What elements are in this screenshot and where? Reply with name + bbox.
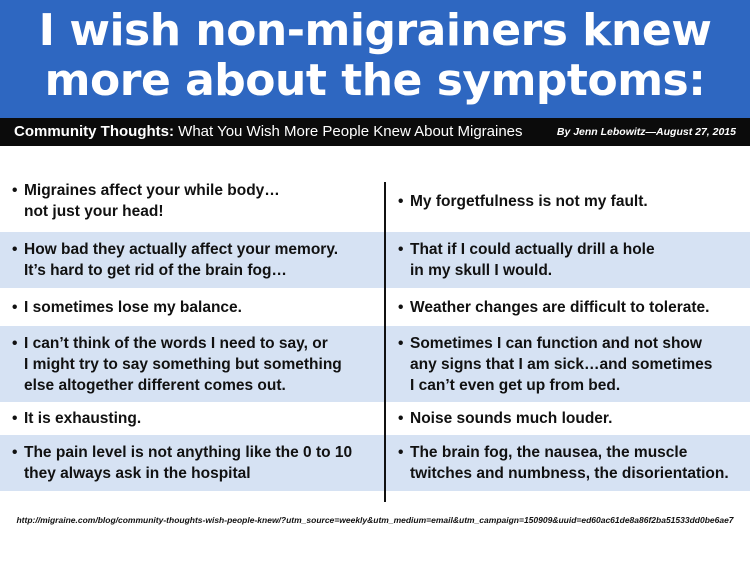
source-url: http://migraine.com/blog/community-thoughts-wish-people-knew/?utm_source=weekly&utm_medium=email&utm_campaign=150909&uuid=ed60ac61de8a86f2ba51533dd0be6ae7 <box>16 515 734 525</box>
list-item: • That if I could actually drill a hole in my skull I would. <box>386 232 750 288</box>
list-item: • Sometimes I can function and not show any signs that I am sick…and sometimes I can’t even get up from bed. <box>386 326 750 402</box>
subtitle-bold: Community Thoughts: <box>14 123 174 140</box>
table-row <box>0 232 750 288</box>
table-row <box>0 288 750 326</box>
subtitle-rest: What You Wish More People Knew About Migraines <box>178 123 523 140</box>
table-row <box>0 435 750 491</box>
subtitle <box>14 123 523 141</box>
list-item: • Migraines affect your while body… not just your head! <box>0 170 384 232</box>
list-item: • My forgetfulness is not my fault. <box>386 170 750 232</box>
subtitle-bar <box>0 118 750 146</box>
list-item: • How bad they actually affect your memory. It’s hard to get rid of the brain fog… <box>0 232 384 288</box>
title-banner <box>0 0 750 118</box>
column-divider <box>384 182 386 502</box>
symptom-grid <box>0 170 750 491</box>
list-item: • I sometimes lose my balance. <box>0 288 384 326</box>
title-line-2: more about the symptoms: <box>44 55 706 106</box>
list-item: • It is exhausting. <box>0 402 384 435</box>
title-line-1: I wish non-migrainers knew <box>38 5 712 56</box>
table-row <box>0 402 750 435</box>
list-item: • Noise sounds much louder. <box>386 402 750 435</box>
byline: By Jenn Lebowitz—August 27, 2015 <box>556 126 736 138</box>
list-item: • The pain level is not anything like the 0 to 10 they always ask in the hospital <box>0 435 384 491</box>
list-item: • I can’t think of the words I need to say, or I might try to say something but something else altogether different comes out. <box>0 326 384 402</box>
page-title <box>0 6 750 106</box>
table-row <box>0 326 750 402</box>
list-item: • Weather changes are difficult to tolerate. <box>386 288 750 326</box>
table-row <box>0 170 750 232</box>
list-item: • The brain fog, the nausea, the muscle twitches and numbness, the disorientation. <box>386 435 750 491</box>
